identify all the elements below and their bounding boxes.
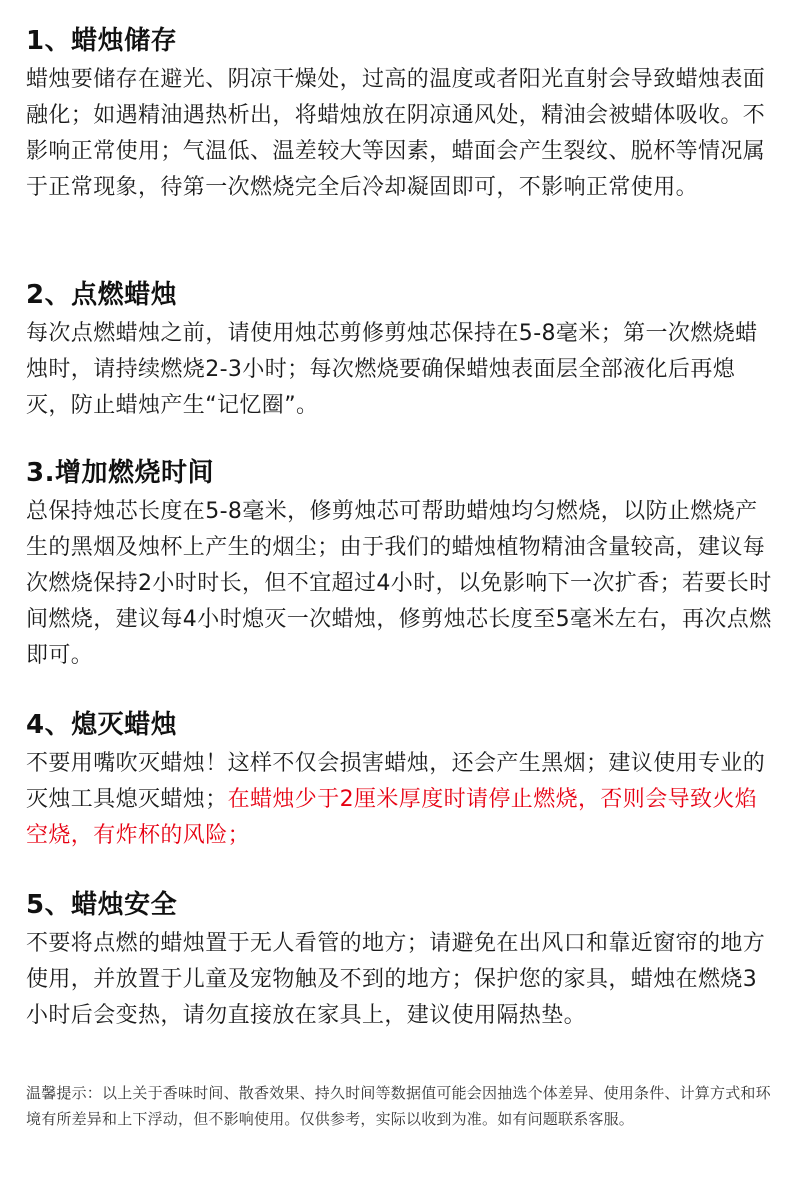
footer-note: 温馨提示：以上关于香味时间、散香效果、持久时间等数据值可能会因抽选个体差异、使用条件、计算方式和环境有所差异和上下浮动，但不影响使用。仅供参考，实际以收到为准。如有问题联系客服。	[26, 1084, 771, 1128]
section-heading: 2、点燃蜡烛	[26, 280, 178, 310]
section-text: 蜡烛要储存在避光、阴凉干燥处，过高的温度或者阳光直射会导致蜡烛表面融化；如遇精油遇热析出，将蜡烛放在阴凉通风处，精油会被蜡体吸收。不影响正常使用；气温低、温差较大等因素，蜡面会产生裂纹、脱杯等情况属于正常现象，待第一次燃烧完全后冷却凝固即可，不影响正常使用。	[26, 67, 766, 200]
section-heading: 5、蜡烛安全	[26, 890, 178, 920]
section-text: 不要将点燃的蜡烛置于无人看管的地方；请避免在出风口和靠近窗帘的地方使用，并放置于儿童及宠物触及不到的地方；保护您的家具，蜡烛在燃烧3小时后会变热，请勿直接放在家具上，建议使用隔热垫。	[26, 931, 766, 1028]
section-burn-time	[26, 456, 772, 674]
warning-text: 在蜡烛少于2厘米厚度时请停止燃烧，否则会导致火焰空烧，有炸杯的风险；	[26, 787, 758, 848]
section-extinguish-candle	[26, 708, 772, 854]
section-text: 总保持烛芯长度在5-8毫米，修剪烛芯可帮助蜡烛均匀燃烧，以防止燃烧产生的黑烟及烛杯上产生的烟尘；由于我们的蜡烛植物精油含量较高，建议每次燃烧保持2小时时长，但不宜超过4小时，以免影响下一次扩香；若要长时间燃烧，建议每4小时熄灭一次蜡烛，修剪烛芯长度至5毫米左右，再次点燃即可。	[26, 499, 772, 668]
section-text-normal: 不要用嘴吹灭蜡烛！这样不仅会损害蜡烛，还会产生黑烟；建议使用专业的灭烛工具熄灭蜡烛；	[26, 751, 766, 812]
section-candle-safety	[26, 888, 772, 1034]
section-heading: 3.增加燃烧时间	[26, 458, 214, 488]
section-heading: 1、蜡烛储存	[26, 26, 178, 56]
section-candle-storage	[26, 24, 772, 206]
section-heading: 4、熄灭蜡烛	[26, 710, 178, 740]
section-text	[26, 746, 772, 854]
section-lighting-candle	[26, 278, 772, 424]
section-text: 每次点燃蜡烛之前，请使用烛芯剪修剪烛芯保持在5-8毫米；第一次燃烧蜡烛时，请持续燃烧2-3小时；每次燃烧要确保蜡烛表面层全部液化后再熄灭，防止蜡烛产生“记忆圈”。	[26, 321, 758, 418]
